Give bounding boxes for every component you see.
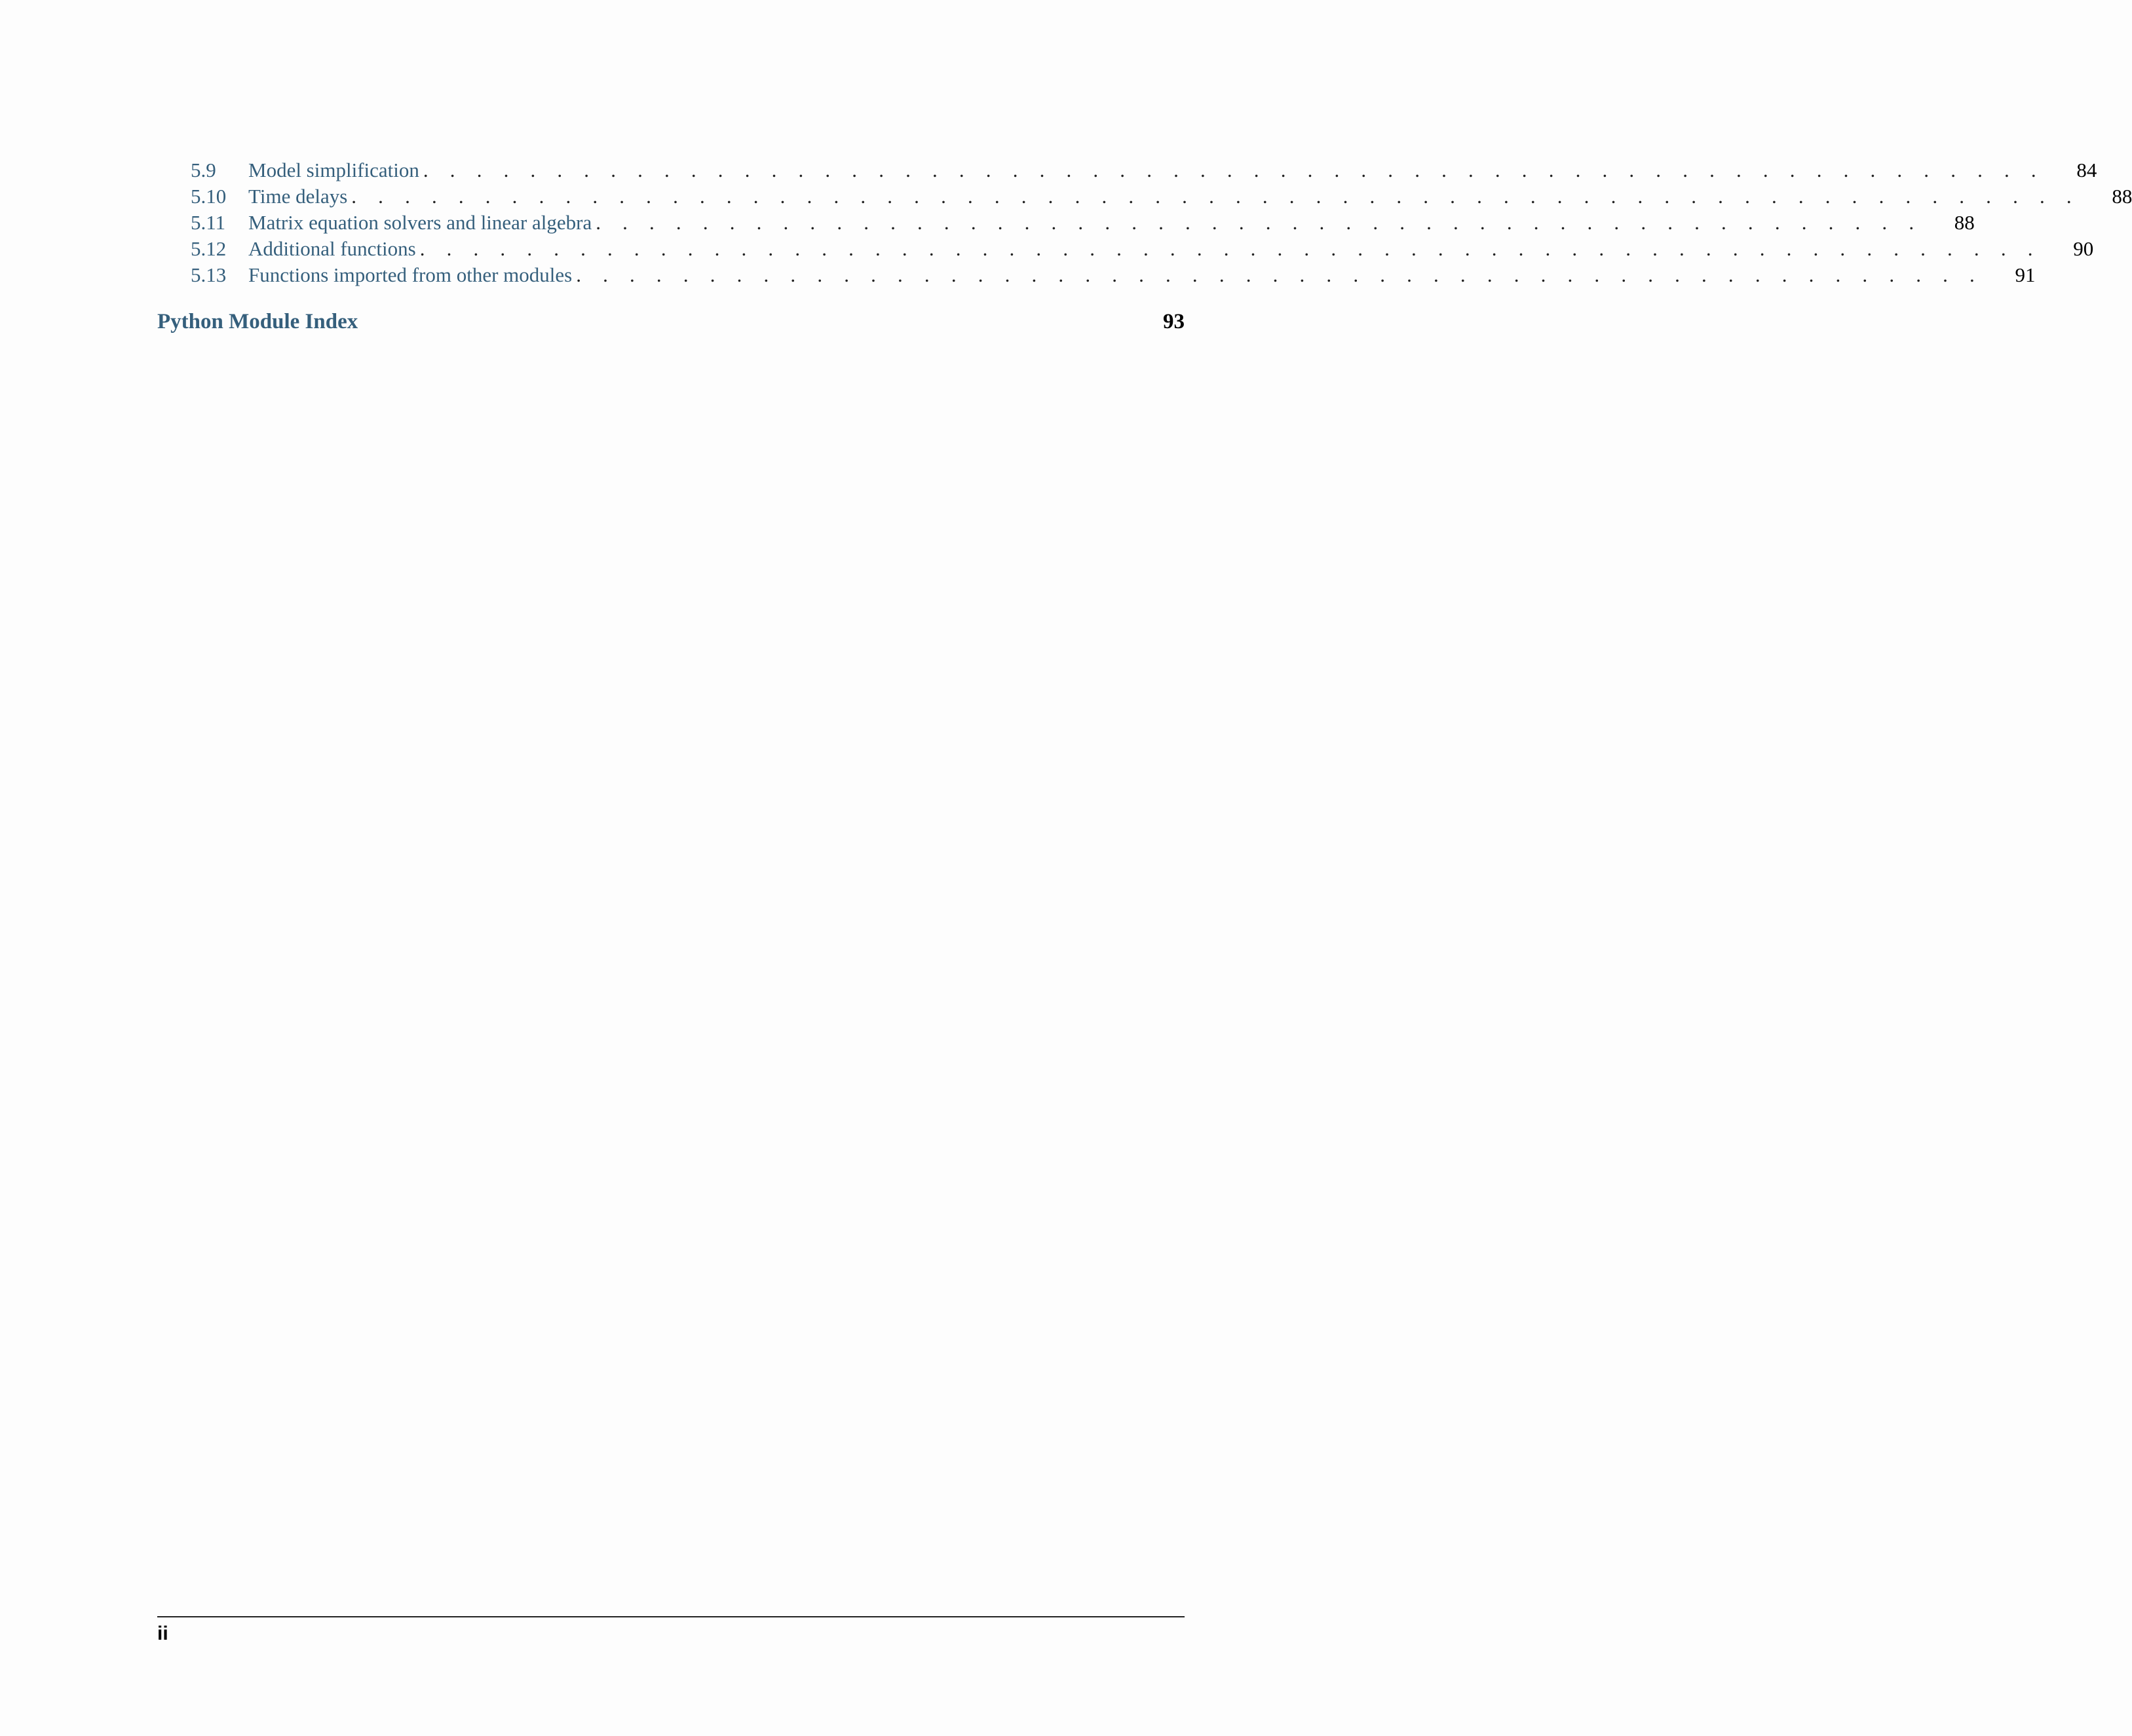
toc-entry-number: 5.9 xyxy=(191,159,216,181)
toc-entry-5-9[interactable] xyxy=(157,157,2097,183)
dot-leader: . . . . . . . . . . . . . . . . . . . . . . . . . . . . . . . . . . . . . . . . . . . . . . . . . . . . . . . . . . . . . xyxy=(423,159,2045,181)
toc-entry-title[interactable]: Additional functions xyxy=(248,237,416,260)
toc-chapter-page: 93 xyxy=(1163,310,1185,333)
toc-entry-page: 90 xyxy=(2073,237,2094,260)
toc-entry-title[interactable]: Matrix equation solvers and linear algebra xyxy=(248,211,592,234)
toc-chapter-title[interactable]: Python Module Index xyxy=(157,310,358,333)
toc-entry-5-12[interactable] xyxy=(157,236,2094,262)
toc-entry-title[interactable]: Functions imported from other modules xyxy=(248,263,573,286)
table-of-contents xyxy=(157,157,2132,335)
toc-entry-number: 5.11 xyxy=(191,211,226,234)
toc-entry-number: 5.13 xyxy=(191,263,227,286)
footer-divider xyxy=(157,1616,1185,1617)
toc-entry-page: 91 xyxy=(2015,263,2036,286)
toc-entry-5-10[interactable] xyxy=(157,183,2132,210)
dot-leader: . . . . . . . . . . . . . . . . . . . . . . . . . . . . . . . . . . . . . . . . . . . . . . . . . . . . . . . . . . . . . . . . . xyxy=(351,185,2080,208)
toc-entry-number: 5.10 xyxy=(191,185,227,208)
dot-leader: . . . . . . . . . . . . . . . . . . . . . . . . . . . . . . . . . . . . . . . . . . . . . . . . . . . . . . . . . . . . . xyxy=(419,237,2042,260)
toc-entry-title[interactable]: Model simplification xyxy=(248,159,419,181)
toc-entry-page: 88 xyxy=(2112,185,2132,208)
dot-leader: . . . . . . . . . . . . . . . . . . . . . . . . . . . . . . . . . . . . . . . . . . . . . . . . . . xyxy=(596,211,1922,234)
toc-entry-page: 84 xyxy=(2076,159,2097,181)
toc-entry-title[interactable]: Time delays xyxy=(248,185,348,208)
footer-page-number: ii xyxy=(157,1623,168,1644)
toc-entry-number: 5.12 xyxy=(191,237,227,260)
toc-entry-page: 88 xyxy=(1954,211,1975,234)
toc-chapter-python-module-index[interactable] xyxy=(157,308,1185,335)
toc-entry-5-11[interactable] xyxy=(157,210,1975,236)
dot-leader: . . . . . . . . . . . . . . . . . . . . . . . . . . . . . . . . . . . . . . . . . . . . . . . . . . . . . xyxy=(576,263,1983,286)
toc-entry-5-13[interactable] xyxy=(157,262,2036,288)
